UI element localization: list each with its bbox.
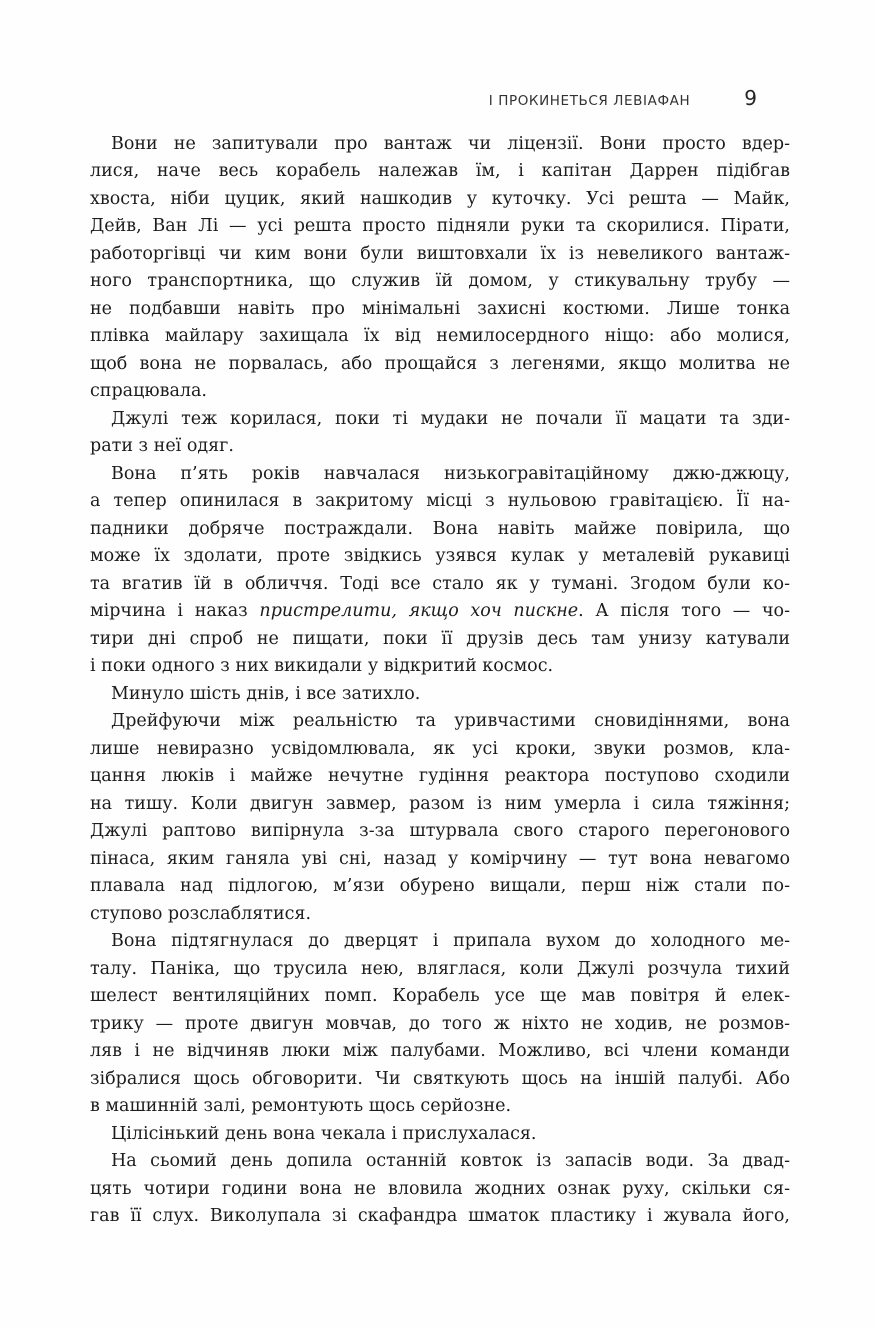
page-text [90, 131, 790, 1231]
text-line: Минуло шість днів, і все затихло. [111, 683, 421, 704]
text-line: работоргівці чи ким вони були виштовхали їх із невеликого вантаж- [90, 243, 790, 264]
text-line: хвоста, ніби цуцик, який нашкодив у куточку. Усі решта — Майк, [90, 188, 790, 209]
text-line: щоб вона не порвалась, або прощайся з легенями, якщо молитва не [90, 353, 790, 374]
page-number: 9 [744, 86, 757, 110]
paragraph [90, 1148, 790, 1231]
text-line: плівка майлару захищала їх від немилосердного ніщо: або молися, [90, 326, 790, 346]
paragraph [90, 708, 790, 928]
paragraph [90, 131, 790, 406]
text-line: пінаса, яким ганяла уві сні, назад у комірчину — тут вона невагомо [90, 848, 790, 869]
text-line: рати з неї одяг. [90, 436, 234, 456]
text-segment: мірчина і наказ [90, 601, 260, 621]
text-line: може їх здолати, проте звідкись узявся кулак у металевій рукавиці [90, 546, 790, 566]
text-line: Вона підтягнулася до дверцят і припала вухом до холодного ме- [111, 931, 790, 951]
paragraph [90, 681, 790, 709]
text-line: гав її слух. Виколупала зі скафандра шматок пластику і жувала його, [90, 1206, 790, 1226]
paragraph [90, 461, 790, 681]
text-line: Вони не запитували про вантаж чи ліцензії. Вони просто вдер- [111, 133, 790, 154]
text-line: зібралися щось обговорити. Чи святкують щось на іншій палубі. Або [90, 1068, 790, 1089]
text-line: спрацювала. [90, 381, 207, 401]
italic-phrase: пристрелити, якщо хоч пискне [259, 601, 579, 621]
paragraph [90, 1121, 790, 1149]
text-line: лише невиразно усвідомлювала, як усі кроки, звуки розмов, кла- [90, 738, 790, 759]
running-header [90, 88, 790, 109]
text-line: шелест вентиляційних помп. Корабель усе ще мав повітря й елек- [90, 986, 790, 1006]
text-line: падники добряче постраждали. Вона навіть майже повірила, що [90, 518, 790, 539]
text-line: Дрейфуючи між реальністю та уривчастими сновидіннями, вона [111, 711, 790, 731]
text-line: цання люків і майже нечутне гудіння реактора поступово сходили [90, 766, 790, 786]
text-line: Дейв, Ван Лі — усі решта просто підняли руки та скорилися. Пірати, [90, 216, 790, 236]
text-line: тири дні спроб не пищати, поки її друзів десь там унизу катували [90, 628, 790, 649]
paragraph [90, 928, 790, 1121]
text-line: Цілісінький день вона чекала і прислухалася. [111, 1123, 537, 1144]
text-segment: . А після того — чо- [578, 601, 791, 621]
text-line: в машинній залі, ремонтують щось серйозне. [90, 1096, 512, 1116]
text-line: ступово розслаблятися. [90, 903, 312, 924]
text-line: і поки одного з них викидали у відкритий космос. [90, 656, 554, 676]
text-line: На сьомий день допила останній ковток із запасів води. За двад- [111, 1151, 790, 1171]
paragraph [90, 406, 790, 461]
running-title: І ПРОКИНЕТЬСЯ ЛЕВІАФАН [488, 93, 691, 109]
text-line: не подбавши навіть про мінімальні захисні костюми. Лише тонка [90, 298, 790, 319]
text-line: Вона п’ять років навчалася низькогравітаційному джю-джюцу, [111, 463, 790, 484]
text-line: цять чотири години вона не вловила жодних ознак руху, скільки ся- [90, 1178, 790, 1199]
text-line: ляв і не відчиняв люки між палубами. Можливо, всі члени команди [90, 1041, 790, 1061]
text-line: Джулі раптово випірнула з-за штурвала свого старого перегонового [90, 821, 790, 841]
text-line: ного транспортника, що служив їй домом, у стикувальну трубу — [90, 271, 790, 291]
text-line [90, 598, 790, 626]
text-line: талу. Паніка, що трусила нею, вляглася, коли Джулі розчула тихий [90, 958, 790, 979]
text-line: та вгатив їй в обличчя. Тоді все стало як у тумані. Згодом були ко- [90, 573, 790, 594]
text-line: лися, наче весь корабель належав їм, і капітан Даррен підібгав [90, 161, 790, 181]
text-line: Джулі теж корилася, поки ті мудаки не почали її мацати та зди- [111, 408, 790, 429]
text-line: а тепер опинилася в закритому місці з нульовою гравітацією. Її на- [90, 491, 790, 511]
text-line: плавала над підлогою, м’язи обурено вищали, перш ніж стали по- [90, 876, 790, 896]
text-line: на тишу. Коли двигун завмер, разом із ним умерла і сила тяжіння; [90, 793, 790, 814]
text-line: трику — проте двигун мовчав, до того ж ніхто не ходив, не розмов- [90, 1013, 790, 1034]
